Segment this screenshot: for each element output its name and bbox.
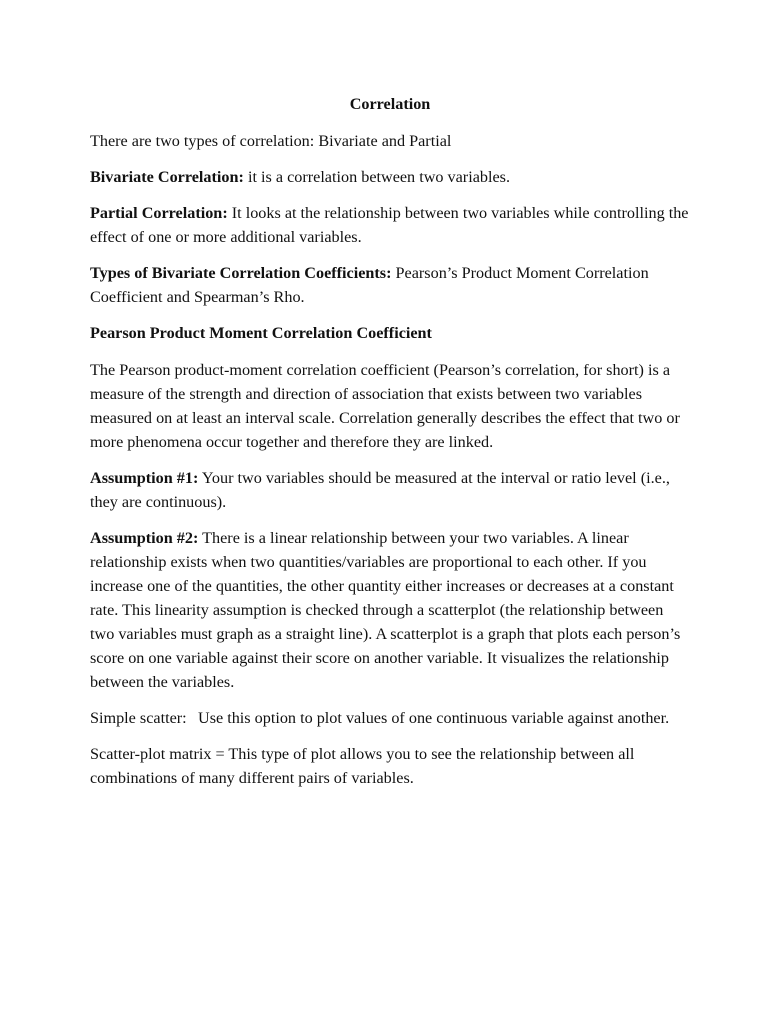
partial-text: It looks at the relationship between two variables while controlling the effect of one or more additional variables. — [90, 204, 689, 246]
assumption2-term: Assumption #2: — [90, 529, 199, 547]
document-page — [90, 92, 690, 802]
assumption1-term: Assumption #1: — [90, 469, 199, 487]
bivariate-text: it is a correlation between two variables. — [243, 168, 511, 186]
simple-scatter-label: Simple scatter: — [90, 709, 187, 727]
assumption1-text: Your two variables should be measured at the interval or ratio level (i.e., they are continuous). — [90, 469, 670, 511]
assumption2-paragraph — [90, 526, 690, 694]
pearson-heading: Pearson Product Moment Correlation Coefficient — [90, 324, 432, 342]
partial-term: Partial Correlation: — [90, 204, 228, 222]
bivariate-paragraph — [90, 165, 690, 189]
document-title: Correlation — [349, 95, 431, 113]
types-paragraph — [90, 261, 690, 309]
intro-paragraph: There are two types of correlation: Bivariate and Partial — [90, 132, 452, 150]
simple-scatter-text: Use this option to plot values of one continuous variable against another. — [198, 709, 670, 727]
types-text: Pearson’s Product Moment Correlation Coefficient and Spearman’s Rho. — [90, 264, 649, 306]
simple-scatter-paragraph — [90, 706, 690, 730]
bivariate-term: Bivariate Correlation: — [90, 168, 244, 186]
types-term: Types of Bivariate Correlation Coefficients: — [90, 264, 392, 282]
assumption1-paragraph — [90, 466, 690, 514]
assumption2-text: There is a linear relationship between your two variables. A linear relationship exists when two quantities/variables are proportional to each other. If you increase one of the quantities, the other quantity either increases or decreases at a constant rate. This linearity assumption is checked through a scatterplot (the relationship between two variables must graph as a straight line). A scatterplot is a graph that plots each person’s score on one variable against their score on another variable. It visualizes the relationship between the variables. — [90, 529, 681, 691]
scatter-matrix-paragraph: Scatter-plot matrix = This type of plot allows you to see the relationship between all combinations of many different pairs of variables. — [90, 745, 635, 787]
partial-paragraph — [90, 201, 690, 249]
pearson-paragraph: The Pearson product-moment correlation coefficient (Pearson’s correlation, for short) is a measure of the strength and direction of association that exists between two variables measured on at least an interval scale. Correlation generally describes the effect that two or more phenomena occur together and therefore they are linked. — [90, 361, 680, 451]
